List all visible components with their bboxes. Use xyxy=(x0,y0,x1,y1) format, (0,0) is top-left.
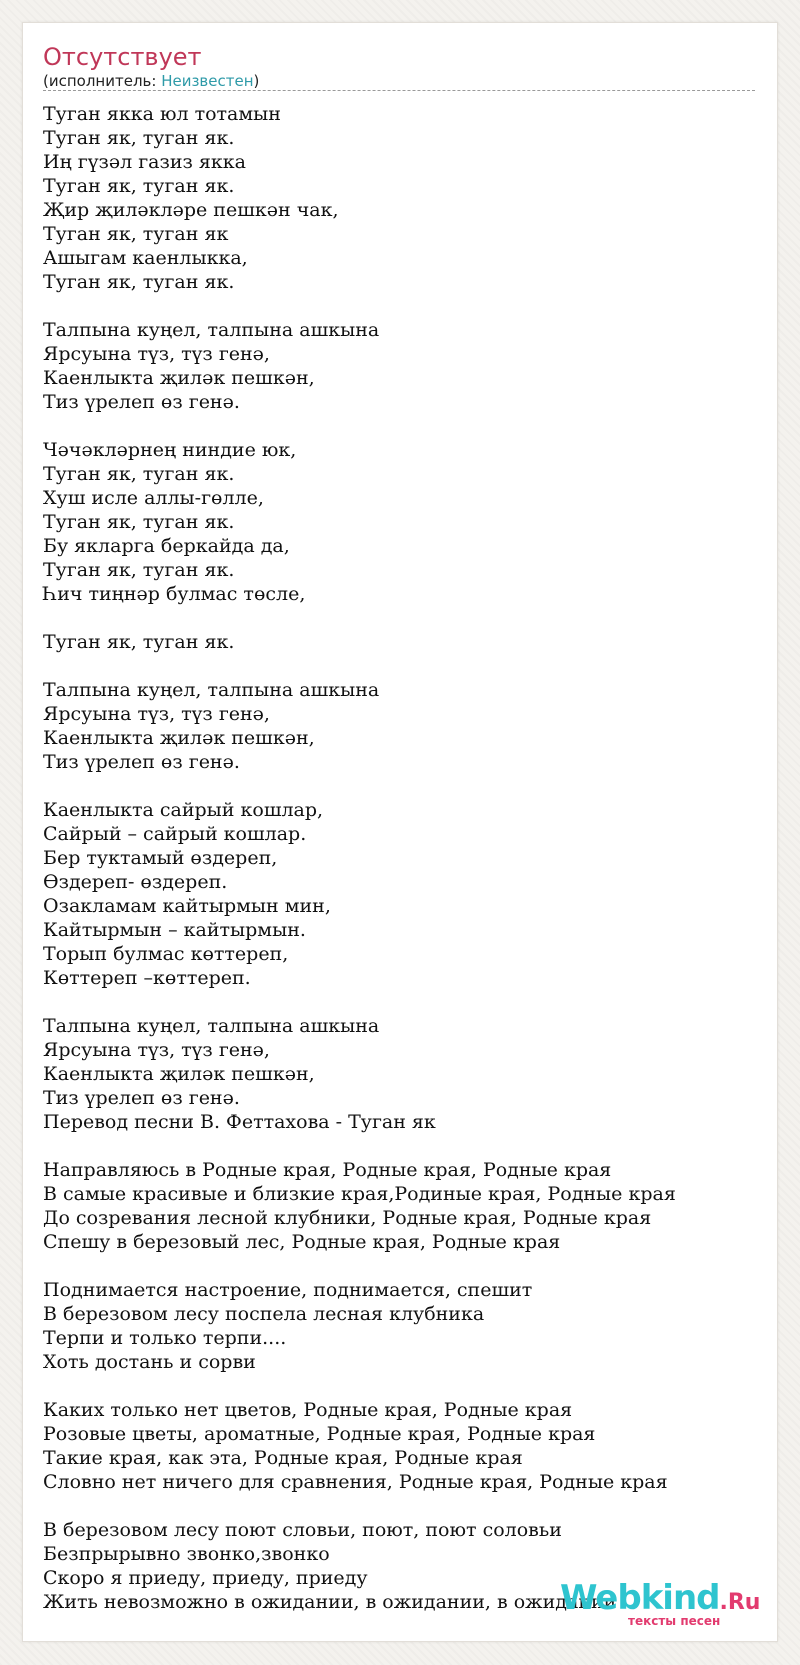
lyrics-card xyxy=(22,22,778,1642)
title-divider xyxy=(43,90,755,91)
song-title: Отсутствует xyxy=(43,43,202,71)
artist-suffix: ) xyxy=(253,72,260,90)
site-logo[interactable] xyxy=(560,1578,761,1628)
logo-domain: .Ru xyxy=(719,1590,761,1615)
artist-line xyxy=(43,72,259,90)
logo-wordmark: Webkind xyxy=(560,1578,720,1618)
artist-link[interactable]: Неизвестен xyxy=(161,72,254,90)
lyrics-text: Туган якка юл тотамын Туган як, туган як. Иң гүзәл газиз якка Туган як, туган як. Җир җиләкләре пешкән чак, Туган як, туган як Ашыгам каенлыкка, Туган як, туган як. Талпына куңел, талпына ашкына Ярсуына түз, түз генә, Каенлыкта җиләк пешкән, Тиз үрелеп өз генә. Чәчәкләрнең ниндие юк, Туган як, туган як. Хуш исле аллы-гөлле, Туган як, туган як. Бу якларга беркайда да, Туган як, туган як. Һич тиңнәр булмас төсле, Туган як, туган як. Талпына куңел, талпына ашкына Ярсуына түз, түз генә, Каенлыкта җиләк пешкән, Тиз үрелеп өз генә. Каенлыкта сайрый кошлар, Сайрый – сайрый кошлар. Бер туктамый өздереп, Өздереп- өздереп. Озакламам кайтырмын мин, Кайтырмын – кайтырмын. Торып булмас көттереп, Көттереп –көттереп. Талпына куңел, талпына ашкына Ярсуына түз, түз генә, Каенлыкта җиләк пешкән, Тиз үрелеп өз генә. Перевод песни В. Феттахова - Туган як Направляюсь в Родные края, Родные края, Родные края В самые красивые и близкие края,Родиные края, Родные края До созревания лесной клубники, Родные края, Родные края Спешу в березовый лес, Родные края, Родные края Поднимается настроение, поднимается, спешит В березовом лесу поспела лесная клубника Терпи и только терпи.... Хоть достань и сорви Каких только нет цветов, Родные края, Родные края Розовые цветы, ароматные, Родные края, Родные края Такие края, как эта, Родные края, Родные края Словно нет ничего для сравнения, Родные края, Родные края В березовом лесу поют словьи, поют, поют соловьи Безпрырывно звонко,звонко Скоро я приеду, приеду, приеду Жить невозможно в ожидании, в ожидании, в ожидании xyxy=(43,103,676,1613)
logo-tagline: тексты песен xyxy=(628,1614,721,1628)
artist-prefix: (исполнитель: xyxy=(43,72,162,90)
